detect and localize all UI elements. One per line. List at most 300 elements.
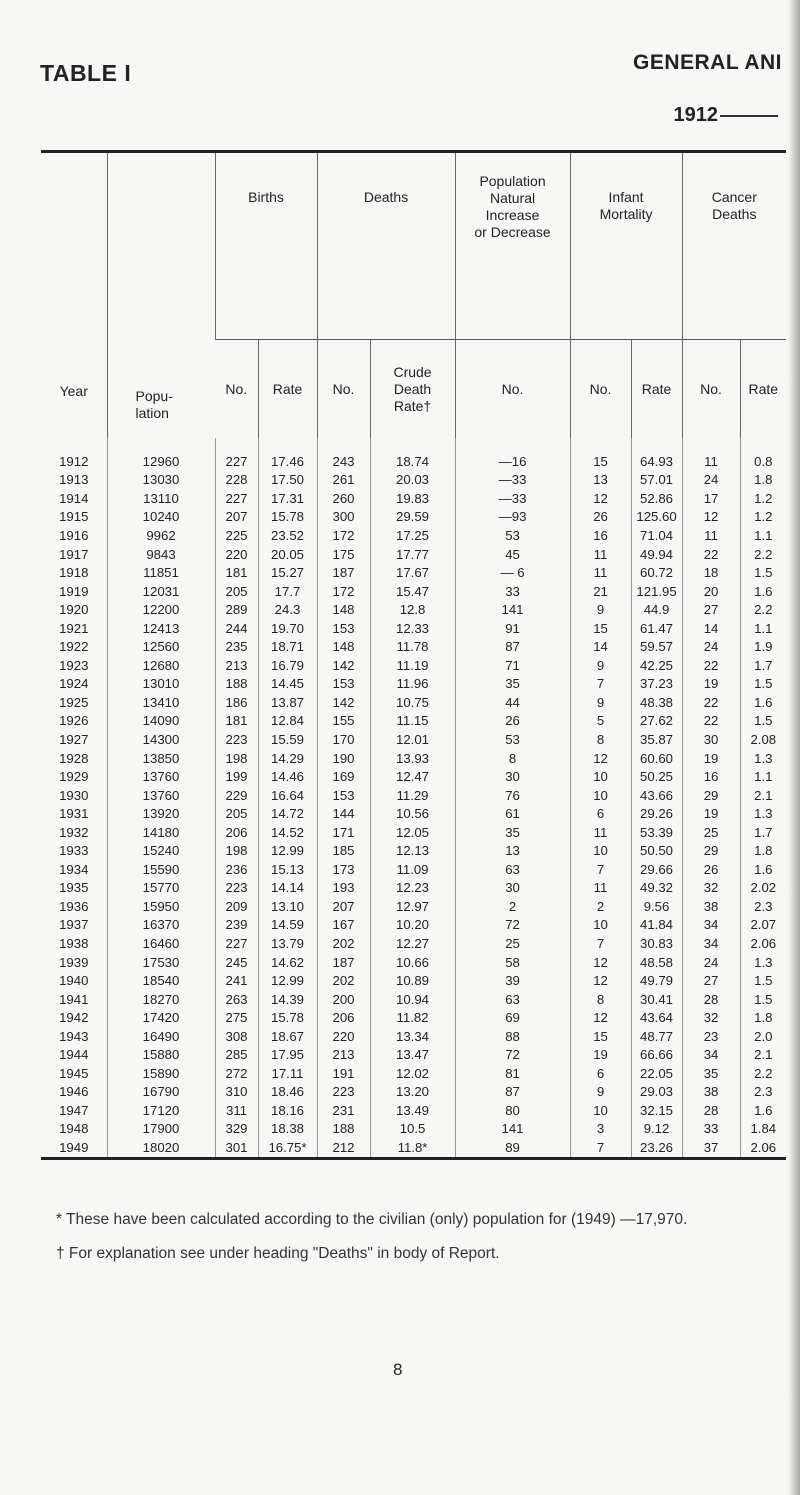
cell-infant-no: 13 xyxy=(570,471,631,490)
cell-cancer-rate: 2.1 xyxy=(740,786,786,805)
cell-births-rate: 17.95 xyxy=(258,1046,317,1065)
cell-infant-no: 11 xyxy=(570,879,631,898)
cell-crude-death-rate: 12.33 xyxy=(370,619,455,638)
cell-births-no: 206 xyxy=(215,823,258,842)
cell-population: 14180 xyxy=(107,823,215,842)
cell-births-no: 199 xyxy=(215,767,258,786)
cell-crude-death-rate: 11.82 xyxy=(370,1008,455,1027)
cell-population: 10240 xyxy=(107,508,215,527)
cell-deaths-no: 170 xyxy=(317,730,370,749)
cell-cancer-rate: 1.2 xyxy=(740,489,786,508)
cell-year: 1943 xyxy=(59,1028,89,1044)
cell-infant-rate: 57.01 xyxy=(631,471,682,490)
cell-cancer-rate: 1.9 xyxy=(740,637,786,656)
cell-population: 17900 xyxy=(107,1120,215,1139)
table-row xyxy=(41,860,786,879)
cell-infant-no: 12 xyxy=(570,489,631,508)
cell-deaths-no: 220 xyxy=(317,1027,370,1046)
cell-births-rate: 14.46 xyxy=(258,767,317,786)
cell-births-no: 229 xyxy=(215,786,258,805)
cell-year: 1936 xyxy=(59,898,89,914)
cell-deaths-no: 172 xyxy=(317,582,370,601)
cell-cancer-no: 17 xyxy=(682,489,740,508)
cell-cancer-rate: 2.3 xyxy=(740,1083,786,1102)
cell-cancer-rate: 1.8 xyxy=(740,841,786,860)
header-births-no: No. xyxy=(215,340,258,439)
cell-natural-increase: 88 xyxy=(455,1027,570,1046)
cell-cancer-no: 34 xyxy=(682,934,740,953)
cell-births-no: 228 xyxy=(215,471,258,490)
cell-cancer-rate: 1.5 xyxy=(740,712,786,731)
cell-crude-death-rate: 10.20 xyxy=(370,916,455,935)
cell-crude-death-rate: 10.56 xyxy=(370,804,455,823)
cell-births-rate: 16.64 xyxy=(258,786,317,805)
cell-crude-death-rate: 17.77 xyxy=(370,545,455,564)
cell-cancer-rate: 2.3 xyxy=(740,897,786,916)
cell-natural-increase: 53 xyxy=(455,526,570,545)
cell-deaths-no: 172 xyxy=(317,526,370,545)
cell-cancer-no: 19 xyxy=(682,675,740,694)
cell-cancer-no: 18 xyxy=(682,563,740,582)
cell-year: 1914 xyxy=(59,490,89,506)
cell-infant-no: 8 xyxy=(570,730,631,749)
cell-cancer-rate: 0.8 xyxy=(740,438,786,471)
cell-crude-death-rate: 12.01 xyxy=(370,730,455,749)
cell-deaths-no: 300 xyxy=(317,508,370,527)
cell-births-rate: 14.45 xyxy=(258,675,317,694)
cell-deaths-no: 153 xyxy=(317,786,370,805)
cell-cancer-no: 28 xyxy=(682,990,740,1009)
cell-cancer-no: 26 xyxy=(682,860,740,879)
cell-infant-rate: 22.05 xyxy=(631,1064,682,1083)
cell-infant-rate: 66.66 xyxy=(631,1046,682,1065)
cell-natural-increase: 63 xyxy=(455,860,570,879)
cell-infant-no: 2 xyxy=(570,897,631,916)
cell-year: 1915 xyxy=(59,509,89,525)
cell-births-no: 275 xyxy=(215,1008,258,1027)
cell-deaths-no: 155 xyxy=(317,712,370,731)
cell-deaths-no: 206 xyxy=(317,1008,370,1027)
cell-infant-no: 21 xyxy=(570,582,631,601)
cell-births-no: 235 xyxy=(215,637,258,656)
cell-deaths-no: 148 xyxy=(317,600,370,619)
cell-infant-rate: 64.93 xyxy=(631,438,682,471)
cell-population: 11851 xyxy=(107,563,215,582)
table-label: TABLE I xyxy=(40,60,132,86)
cell-crude-death-rate: 12.23 xyxy=(370,879,455,898)
cell-population: 15240 xyxy=(107,841,215,860)
cell-population: 13760 xyxy=(107,786,215,805)
cell-deaths-no: 212 xyxy=(317,1138,370,1158)
cell-population: 15880 xyxy=(107,1046,215,1065)
cell-natural-increase: 30 xyxy=(455,767,570,786)
cell-year: 1919 xyxy=(59,583,89,599)
cell-cancer-no: 35 xyxy=(682,1064,740,1083)
cell-crude-death-rate: 10.89 xyxy=(370,971,455,990)
table-row xyxy=(41,730,786,749)
cell-year: 1917 xyxy=(59,546,89,562)
cell-deaths-no: 191 xyxy=(317,1064,370,1083)
cell-natural-increase: —93 xyxy=(455,508,570,527)
page-number: 8 xyxy=(393,1360,403,1379)
cell-crude-death-rate: 10.94 xyxy=(370,990,455,1009)
cell-cancer-no: 19 xyxy=(682,749,740,768)
cell-deaths-no: 260 xyxy=(317,489,370,508)
cell-cancer-rate: 2.2 xyxy=(740,600,786,619)
cell-infant-rate: 44.9 xyxy=(631,600,682,619)
cell-cancer-no: 25 xyxy=(682,823,740,842)
cell-infant-rate: 71.04 xyxy=(631,526,682,545)
cell-births-no: 227 xyxy=(215,438,258,471)
cell-population: 15770 xyxy=(107,879,215,898)
table-row xyxy=(41,879,786,898)
cell-crude-death-rate: 12.02 xyxy=(370,1064,455,1083)
cell-natural-increase: 39 xyxy=(455,971,570,990)
cell-deaths-no: 193 xyxy=(317,879,370,898)
cell-infant-no: 15 xyxy=(570,1027,631,1046)
cell-cancer-rate: 2.2 xyxy=(740,1064,786,1083)
cell-population: 12031 xyxy=(107,582,215,601)
cell-cancer-no: 11 xyxy=(682,526,740,545)
cell-cancer-rate: 2.1 xyxy=(740,1046,786,1065)
cell-infant-rate: 49.94 xyxy=(631,545,682,564)
cell-births-rate: 17.50 xyxy=(258,471,317,490)
cell-births-no: 205 xyxy=(215,582,258,601)
cell-cancer-rate: 1.5 xyxy=(740,675,786,694)
cell-infant-no: 12 xyxy=(570,971,631,990)
cell-crude-death-rate: 13.20 xyxy=(370,1083,455,1102)
cell-infant-rate: 27.62 xyxy=(631,712,682,731)
cell-population: 12560 xyxy=(107,637,215,656)
cell-population: 17530 xyxy=(107,953,215,972)
cell-infant-rate: 61.47 xyxy=(631,619,682,638)
cell-infant-no: 10 xyxy=(570,767,631,786)
cell-births-no: 310 xyxy=(215,1083,258,1102)
cell-year: 1935 xyxy=(59,880,89,896)
cell-births-rate: 18.46 xyxy=(258,1083,317,1102)
cell-year: 1949 xyxy=(41,1138,107,1158)
table-row xyxy=(41,953,786,972)
cell-births-rate: 16.75* xyxy=(258,1138,317,1158)
cell-deaths-no: 190 xyxy=(317,749,370,768)
cell-crude-death-rate: 11.15 xyxy=(370,712,455,731)
cell-births-no: 308 xyxy=(215,1027,258,1046)
cell-year: 1912 xyxy=(59,453,89,469)
cell-crude-death-rate: 13.34 xyxy=(370,1027,455,1046)
table-row xyxy=(41,1120,786,1139)
footnote-dagger: † For explanation see under heading "Deaths" in body of Report. xyxy=(56,1245,500,1262)
cell-natural-increase: 76 xyxy=(455,786,570,805)
cell-natural-increase: 141 xyxy=(455,1120,570,1139)
cell-infant-rate: 29.26 xyxy=(631,804,682,823)
cell-year: 1918 xyxy=(59,565,89,581)
table-row xyxy=(41,1027,786,1046)
header-infant-mortality: Infant Mortality xyxy=(570,153,682,340)
table-row xyxy=(41,712,786,731)
cell-infant-no: 9 xyxy=(570,693,631,712)
cell-infant-rate: 125.60 xyxy=(631,508,682,527)
cell-natural-increase: 80 xyxy=(455,1101,570,1120)
cell-cancer-rate: 2.07 xyxy=(740,916,786,935)
cell-cancer-rate: 1.3 xyxy=(740,804,786,823)
cell-crude-death-rate: 10.5 xyxy=(370,1120,455,1139)
cell-population: 12960 xyxy=(107,438,215,471)
cell-births-rate: 15.59 xyxy=(258,730,317,749)
cell-infant-no: 8 xyxy=(570,990,631,1009)
cell-population: 18540 xyxy=(107,971,215,990)
cell-year: 1916 xyxy=(59,527,89,543)
table-row xyxy=(41,916,786,935)
cell-infant-no: 12 xyxy=(570,1008,631,1027)
cell-infant-no: 14 xyxy=(570,637,631,656)
cell-cancer-no: 12 xyxy=(682,508,740,527)
cell-infant-no: 11 xyxy=(570,563,631,582)
cell-cancer-no: 27 xyxy=(682,600,740,619)
cell-cancer-no: 30 xyxy=(682,730,740,749)
cell-infant-no: 9 xyxy=(570,656,631,675)
cell-cancer-no: 19 xyxy=(682,804,740,823)
table-row xyxy=(41,526,786,545)
cell-births-rate: 14.52 xyxy=(258,823,317,842)
cell-infant-no: 5 xyxy=(570,712,631,731)
table-row xyxy=(41,1101,786,1120)
cell-natural-increase: 2 xyxy=(455,897,570,916)
cell-natural-increase: 91 xyxy=(455,619,570,638)
cell-births-no: 239 xyxy=(215,916,258,935)
cell-births-no: 272 xyxy=(215,1064,258,1083)
cell-year: 1933 xyxy=(59,843,89,859)
cell-crude-death-rate: 11.19 xyxy=(370,656,455,675)
cell-natural-increase: 141 xyxy=(455,600,570,619)
header-crude-death-rate: Crude Death Rate† xyxy=(370,340,455,439)
cell-births-rate: 24.3 xyxy=(258,600,317,619)
cell-cancer-no: 14 xyxy=(682,619,740,638)
footnote-asterisk: * These have been calculated according to the civilian (only) population for (1949) —17,970. xyxy=(56,1211,688,1228)
cell-crude-death-rate: 11.09 xyxy=(370,860,455,879)
cell-year: 1931 xyxy=(59,806,89,822)
cell-deaths-no: 153 xyxy=(317,675,370,694)
cell-deaths-no: 187 xyxy=(317,953,370,972)
cell-births-rate: 20.05 xyxy=(258,545,317,564)
cell-births-no: 241 xyxy=(215,971,258,990)
table-row xyxy=(41,438,786,471)
cell-natural-increase: —33 xyxy=(455,489,570,508)
cell-cancer-no: 20 xyxy=(682,582,740,601)
cell-deaths-no: 142 xyxy=(317,693,370,712)
cell-crude-death-rate: 18.74 xyxy=(370,438,455,471)
cell-cancer-no: 32 xyxy=(682,879,740,898)
cell-natural-increase: 45 xyxy=(455,545,570,564)
cell-infant-rate: 43.64 xyxy=(631,1008,682,1027)
cell-births-no: 223 xyxy=(215,730,258,749)
cell-year: 1948 xyxy=(59,1121,89,1137)
cell-cancer-no: 38 xyxy=(682,897,740,916)
cell-cancer-no: 32 xyxy=(682,1008,740,1027)
cell-deaths-no: 243 xyxy=(317,438,370,471)
cell-year: 1938 xyxy=(59,935,89,951)
cell-crude-death-rate: 11.96 xyxy=(370,675,455,694)
table-row xyxy=(41,1008,786,1027)
table-row xyxy=(41,804,786,823)
table-row xyxy=(41,1138,786,1158)
cell-cancer-rate: 1.7 xyxy=(740,823,786,842)
cell-births-no: 181 xyxy=(215,712,258,731)
cell-natural-increase: 26 xyxy=(455,712,570,731)
cell-crude-death-rate: 15.47 xyxy=(370,582,455,601)
cell-natural-increase: 71 xyxy=(455,656,570,675)
cell-births-rate: 17.31 xyxy=(258,489,317,508)
cell-natural-increase: —16 xyxy=(455,438,570,471)
table-row xyxy=(41,1046,786,1065)
cell-births-rate: 12.99 xyxy=(258,971,317,990)
cell-natural-increase: 53 xyxy=(455,730,570,749)
cell-infant-no: 7 xyxy=(570,860,631,879)
cell-births-no: 205 xyxy=(215,804,258,823)
cell-deaths-no: 148 xyxy=(317,637,370,656)
cell-infant-no: 7 xyxy=(570,934,631,953)
cell-crude-death-rate: 13.49 xyxy=(370,1101,455,1120)
cell-births-rate: 14.62 xyxy=(258,953,317,972)
cell-natural-increase: 81 xyxy=(455,1064,570,1083)
table-row xyxy=(41,563,786,582)
cell-population: 14300 xyxy=(107,730,215,749)
cell-deaths-no: 175 xyxy=(317,545,370,564)
cell-infant-rate: 49.79 xyxy=(631,971,682,990)
cell-population: 12200 xyxy=(107,600,215,619)
cell-births-rate: 15.78 xyxy=(258,1008,317,1027)
cell-deaths-no: 261 xyxy=(317,471,370,490)
cell-crude-death-rate: 17.25 xyxy=(370,526,455,545)
header-cancer-deaths: Cancer Deaths xyxy=(682,153,786,340)
table-row xyxy=(41,934,786,953)
cell-crude-death-rate: 10.66 xyxy=(370,953,455,972)
cell-births-rate: 14.72 xyxy=(258,804,317,823)
cell-births-no: 223 xyxy=(215,879,258,898)
cell-population: 17120 xyxy=(107,1101,215,1120)
cell-population: 12413 xyxy=(107,619,215,638)
statistics-table xyxy=(41,153,786,1160)
header-natural-increase-no: No. xyxy=(455,340,570,439)
header-deaths: Deaths xyxy=(317,153,455,340)
cell-births-rate: 19.70 xyxy=(258,619,317,638)
cell-cancer-no: 27 xyxy=(682,971,740,990)
table-row xyxy=(41,897,786,916)
cell-deaths-no: 167 xyxy=(317,916,370,935)
cell-births-no: 220 xyxy=(215,545,258,564)
cell-infant-rate: 29.66 xyxy=(631,860,682,879)
cell-births-no: 227 xyxy=(215,934,258,953)
table-row xyxy=(41,767,786,786)
cell-natural-increase: 35 xyxy=(455,675,570,694)
cell-natural-increase: 61 xyxy=(455,804,570,823)
cell-births-no: 263 xyxy=(215,990,258,1009)
cell-infant-rate: 48.77 xyxy=(631,1027,682,1046)
table-row xyxy=(41,471,786,490)
cell-births-no: 213 xyxy=(215,656,258,675)
table-row xyxy=(41,619,786,638)
header-births-rate: Rate xyxy=(258,340,317,439)
cell-deaths-no: 171 xyxy=(317,823,370,842)
cell-year: 1924 xyxy=(59,676,89,692)
table-row xyxy=(41,582,786,601)
cell-natural-increase: 69 xyxy=(455,1008,570,1027)
table-row xyxy=(41,1064,786,1083)
cell-natural-increase: —33 xyxy=(455,471,570,490)
year-range-start: 1912 xyxy=(673,104,718,126)
cell-births-rate: 14.29 xyxy=(258,749,317,768)
cell-deaths-no: 231 xyxy=(317,1101,370,1120)
cell-population: 13010 xyxy=(107,675,215,694)
cell-deaths-no: 169 xyxy=(317,767,370,786)
cell-natural-increase: 72 xyxy=(455,1046,570,1065)
cell-population: 13760 xyxy=(107,767,215,786)
cell-births-rate: 12.84 xyxy=(258,712,317,731)
table-body xyxy=(41,438,786,1158)
table-row xyxy=(41,545,786,564)
header-deaths-no: No. xyxy=(317,340,370,439)
cell-births-rate: 18.16 xyxy=(258,1101,317,1120)
cell-cancer-no: 29 xyxy=(682,841,740,860)
cell-year: 1928 xyxy=(59,750,89,766)
cell-births-rate: 15.13 xyxy=(258,860,317,879)
cell-year: 1925 xyxy=(59,694,89,710)
cell-cancer-rate: 1.7 xyxy=(740,656,786,675)
cell-population: 9962 xyxy=(107,526,215,545)
cell-cancer-no: 28 xyxy=(682,1101,740,1120)
cell-cancer-rate: 1.1 xyxy=(740,767,786,786)
cell-crude-death-rate: 12.97 xyxy=(370,897,455,916)
cell-births-rate: 18.38 xyxy=(258,1120,317,1139)
cell-crude-death-rate: 12.8 xyxy=(370,600,455,619)
cell-crude-death-rate: 19.83 xyxy=(370,489,455,508)
table-row xyxy=(41,675,786,694)
footnotes xyxy=(56,1210,778,1278)
cell-crude-death-rate: 11.78 xyxy=(370,637,455,656)
cell-infant-rate: 43.66 xyxy=(631,786,682,805)
cell-births-rate: 14.14 xyxy=(258,879,317,898)
cell-infant-rate: 48.58 xyxy=(631,953,682,972)
cell-infant-no: 10 xyxy=(570,841,631,860)
cell-births-no: 245 xyxy=(215,953,258,972)
cell-infant-no: 10 xyxy=(570,916,631,935)
cell-cancer-rate: 2.08 xyxy=(740,730,786,749)
cell-deaths-no: 185 xyxy=(317,841,370,860)
cell-cancer-rate: 2.2 xyxy=(740,545,786,564)
cell-year: 1947 xyxy=(59,1102,89,1118)
cell-natural-increase: 72 xyxy=(455,916,570,935)
cell-births-rate: 16.79 xyxy=(258,656,317,675)
cell-year: 1946 xyxy=(59,1084,89,1100)
cell-infant-no: 6 xyxy=(570,1064,631,1083)
cell-infant-rate: 35.87 xyxy=(631,730,682,749)
cell-births-rate: 18.67 xyxy=(258,1027,317,1046)
cell-year: 1929 xyxy=(59,769,89,785)
cell-natural-increase: 44 xyxy=(455,693,570,712)
cell-births-no: 225 xyxy=(215,526,258,545)
cell-births-rate: 17.11 xyxy=(258,1064,317,1083)
cell-population: 13110 xyxy=(107,489,215,508)
cell-deaths-no: 173 xyxy=(317,860,370,879)
cell-year: 1921 xyxy=(59,620,89,636)
header-cancer-rate: Rate xyxy=(740,340,786,439)
cell-natural-increase: 87 xyxy=(455,1083,570,1102)
cell-cancer-rate: 1.5 xyxy=(740,563,786,582)
cell-infant-no: 26 xyxy=(570,508,631,527)
cell-crude-death-rate: 12.27 xyxy=(370,934,455,953)
cell-population: 9843 xyxy=(107,545,215,564)
table-row xyxy=(41,600,786,619)
cell-population: 15950 xyxy=(107,897,215,916)
